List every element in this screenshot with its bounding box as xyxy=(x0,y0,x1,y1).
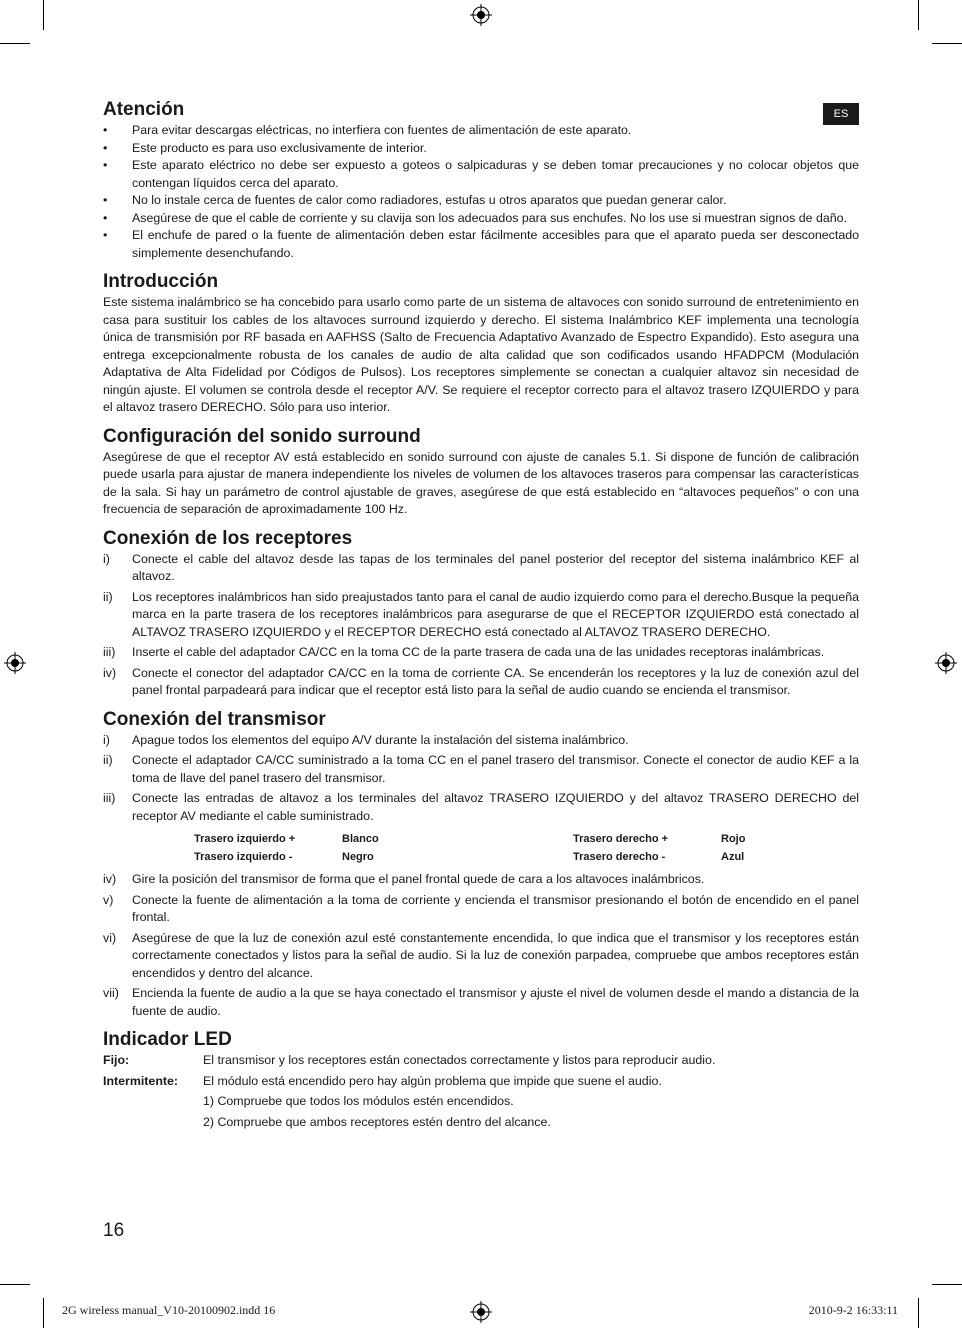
list-item xyxy=(103,210,859,228)
crop-mark xyxy=(43,1298,44,1328)
list-item-text: Este producto es para uso exclusivamente de interior. xyxy=(132,140,427,155)
list-item xyxy=(103,644,859,662)
list-item-number: ii) xyxy=(103,753,113,767)
led-state-label xyxy=(103,1114,203,1132)
list-item-text: Conecte el conector del adaptador CA/CC en la toma de corriente CA. Se encenderán los receptores y la luz de conexión azul del panel frontal parpadeará para indicar que el receptor está listo para la señal de audio cuando se encienda el transmisor. xyxy=(132,665,859,697)
led-row xyxy=(103,1073,859,1091)
table-cell: Blanco xyxy=(342,833,379,846)
list-item-number: ii) xyxy=(103,589,113,604)
table-cell: Azul xyxy=(721,851,745,864)
list-item-number: i) xyxy=(103,732,110,747)
list-item xyxy=(103,985,859,1020)
list-item xyxy=(103,122,859,140)
list-item xyxy=(103,871,859,889)
list-item xyxy=(103,192,859,210)
crop-mark xyxy=(0,43,30,44)
section-transmisor xyxy=(103,708,859,1021)
heading-receptores: Conexión de los receptores xyxy=(103,527,353,549)
list-item xyxy=(103,752,859,787)
bullet-icon: • xyxy=(103,210,108,225)
led-state-text: 2) Compruebe que ambos receptores estén dentro del alcance. xyxy=(203,1114,551,1129)
section-atencion xyxy=(103,98,859,262)
configuracion-text: Asegúrese de que el receptor AV está establecido en sonido surround con ajuste de canales 5.1. Si dispone de función de calibración puede usarla para ajustar de manera independiente los niveles de volumen de los altavoces traseros para compensar las características de la sala. Si hay un parámetro de control ajustable de graves, asegúrese de que está establecido en “altavoces pequeños” o con una frecuencia de separación de aproximadamente 100 Hz. xyxy=(103,449,859,516)
list-item-text: Gire la posición del transmisor de forma que el panel frontal quede de cara a los altavoces inalámbricos. xyxy=(132,872,705,886)
led-list xyxy=(103,1052,859,1131)
list-item xyxy=(103,665,859,700)
introduccion-text: Este sistema inalámbrico se ha concebido para usarlo como parte de un sistema de altavoces con sonido surround de entretenimiento en casa para sustituir los cables de los altavoces surround izquierdo y derecho. El sistema Inalámbrico KEF implementa una tecnología única de transmisión por RF basada en AAFHSS (Salto de Frecuencia Adaptativo Avanzado de Espectro Expandido). Esto asegura una entrega excepcionalmente robusta de los canales de audio de alta calidad que son codificados usando HFADPCM (Modulación Adaptativa de Alta Fidelidad por Códigos de Pulsos). Los receptores simplemente se conectan a cualquier altavoz sin necesidad de ningún ajuste. El volumen se controla desde el receptor A/V. Se requiere el receptor correcto para el altavoz trasero IZQUIERDO y para el altavoz trasero DERECHO. Sólo para uso interior. xyxy=(103,295,859,414)
footer-date: 2010-9-2 16:33:11 xyxy=(808,1303,898,1317)
registration-mark-icon xyxy=(935,652,957,674)
table-cell: Trasero derecho - xyxy=(573,851,666,864)
section-introduccion xyxy=(103,270,859,417)
registration-mark-icon xyxy=(470,1301,492,1323)
list-item-text: No lo instale cerca de fuentes de calor como radiadores, estufas u otros aparatos que puedan generar calor. xyxy=(132,193,727,207)
list-item-number: v) xyxy=(103,892,114,907)
list-item-text: Encienda la fuente de audio a la que se haya conectado el transmisor y ajuste el nivel de volumen desde el mando a distancia de la fuente de audio. xyxy=(132,986,859,1018)
section-configuracion xyxy=(103,425,859,519)
led-row xyxy=(103,1114,859,1132)
list-item xyxy=(103,157,859,192)
list-item-text: Conecte el cable del altavoz desde las tapas de los terminales del panel posterior del receptor del sistema inalámbrico KEF al altavoz. xyxy=(132,551,859,583)
led-state-text: 1) Compruebe que todos los módulos estén encendidos. xyxy=(203,1094,514,1108)
registration-mark-icon xyxy=(470,4,492,26)
table-cell: Trasero izquierdo - xyxy=(194,851,293,864)
crop-mark xyxy=(932,43,962,44)
language-badge: ES xyxy=(823,103,859,125)
registration-mark-icon xyxy=(4,652,26,674)
crop-mark xyxy=(918,1298,919,1328)
receptores-list xyxy=(103,551,859,700)
list-item-number: iv) xyxy=(103,872,117,886)
list-item-number: i) xyxy=(103,551,110,566)
heading-introduccion: Introducción xyxy=(103,271,219,292)
heading-atencion: Atención xyxy=(103,99,185,120)
list-item xyxy=(103,140,859,158)
crop-mark xyxy=(918,0,919,30)
list-item-number: vi) xyxy=(103,930,117,945)
list-item-text: El enchufe de pared o la fuente de alimentación deben estar fácilmente accesibles para que el aparato pueda ser desconectado simplemente desenchufando. xyxy=(132,228,859,260)
section-led xyxy=(103,1028,859,1131)
table-row xyxy=(194,831,745,849)
led-state-text: El transmisor y los receptores están conectados correctamente y listos para reproducir audio. xyxy=(203,1053,716,1067)
list-item xyxy=(103,227,859,262)
list-item-text: Los receptores inalámbricos han sido preajustados tanto para el canal de audio izquierdo como para el derecho.Busque la pequeña marca en la parte trasera de los receptores inalámbricos para asegurarse de que el RECEPTOR IZQUIERDO está conectado al ALTAVOZ TRASERO IZQUIERDO y el RECEPTOR DERECHO está conectado al ALTAVOZ TRASERO DERECHO. xyxy=(132,589,859,639)
led-state-label: Fijo: xyxy=(103,1053,130,1067)
list-item-text: Inserte el cable del adaptador CA/CC en la toma CC de la parte trasera de cada una de las unidades receptoras inalámbricas. xyxy=(132,645,825,659)
table-cell: Trasero derecho + xyxy=(573,833,669,846)
bullet-icon: • xyxy=(103,193,108,207)
list-item xyxy=(103,589,859,642)
bullet-icon: • xyxy=(103,123,108,137)
crop-mark xyxy=(932,1284,962,1285)
bullet-icon: • xyxy=(103,140,108,155)
list-item xyxy=(103,892,859,927)
atencion-list xyxy=(103,122,859,262)
transmisor-list-continued xyxy=(103,871,859,1020)
heading-led: Indicador LED xyxy=(103,1029,232,1050)
table-cell: Negro xyxy=(342,851,374,864)
crop-mark xyxy=(0,1284,30,1285)
list-item-text: Asegúrese de que la luz de conexión azul esté constantemente encendida, lo que indica que el transmisor y los receptores están correctamente conectados y listos para la señal de audio. Si la luz de conexión parpadea, compruebe que ambos receptores están encendidos y dentro del alcance. xyxy=(132,930,859,980)
page-content xyxy=(103,98,859,1134)
crop-mark xyxy=(43,0,44,30)
list-item-text: Para evitar descargas eléctricas, no interfiera con fuentes de alimentación de este aparato. xyxy=(132,123,632,137)
heading-configuracion: Configuración del sonido surround xyxy=(103,425,421,447)
list-item-number: iv) xyxy=(103,665,117,680)
bullet-icon: • xyxy=(103,158,108,172)
bullet-icon: • xyxy=(103,228,108,242)
list-item-text: Conecte la fuente de alimentación a la toma de corriente y encienda el transmisor presionando el botón de encendido en el panel frontal. xyxy=(132,892,859,924)
heading-transmisor: Conexión del transmisor xyxy=(103,708,326,730)
list-item-text: Asegúrese de que el cable de corriente y su clavija son los adecuados para sus enchufes. No los use si muestran signos de daño. xyxy=(132,210,847,225)
list-item xyxy=(103,732,859,750)
led-state-text: El módulo está encendido pero hay algún problema que impide que suene el audio. xyxy=(203,1073,662,1088)
list-item-text: Este aparato eléctrico no debe ser expuesto a goteos o salpicaduras y se deben tomar precauciones y no colocar objetos que contengan líquidos cerca del aparato. xyxy=(132,158,859,190)
wiring-table xyxy=(194,831,745,867)
table-row xyxy=(194,849,745,867)
led-row xyxy=(103,1052,859,1070)
list-item-text: Apague todos los elementos del equipo A/V durante la instalación del sistema inalámbrico. xyxy=(132,732,629,747)
transmisor-list xyxy=(103,732,859,826)
list-item-number: iii) xyxy=(103,791,116,805)
table-cell: Trasero izquierdo + xyxy=(194,833,296,846)
section-receptores xyxy=(103,527,859,700)
led-row xyxy=(103,1093,859,1111)
list-item-number: iii) xyxy=(103,645,116,659)
table-cell: Rojo xyxy=(721,833,746,846)
list-item xyxy=(103,790,859,825)
list-item xyxy=(103,551,859,586)
list-item-text: Conecte el adaptador CA/CC suministrado a la toma CC en el panel trasero del transmisor. Conecte el conector de audio KEF a la toma de llave del panel trasero del transmisor. xyxy=(132,753,859,785)
page-number: 16 xyxy=(103,1220,125,1241)
footer-filename: 2G wireless manual_V10-20100902.indd 16 xyxy=(62,1303,276,1317)
led-state-label: Intermitente: xyxy=(103,1073,179,1088)
list-item-text: Conecte las entradas de altavoz a los terminales del altavoz TRASERO IZQUIERDO y del altavoz TRASERO DERECHO del receptor AV mediante el cable suministrado. xyxy=(132,791,859,823)
led-state-label xyxy=(103,1093,203,1111)
list-item xyxy=(103,930,859,983)
list-item-number: vii) xyxy=(103,986,119,1000)
